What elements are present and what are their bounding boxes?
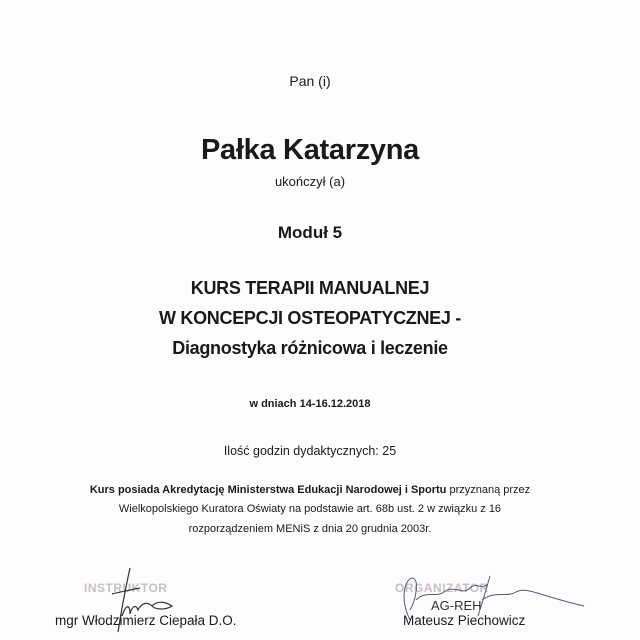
module-title: Moduł 5 [277, 223, 343, 242]
accreditation-rest: przyznaną przez [446, 484, 531, 496]
organizer-stamp: AG-REH [431, 598, 482, 613]
completed-label: ukończył (a) [274, 174, 346, 189]
course-title-line-3: Diagnostyka różnicowa i leczenie [172, 338, 448, 358]
organizer-label: ORGANIZATOR [395, 581, 489, 595]
course-dates: w dniach 14-16.12.2018 [249, 398, 371, 410]
instructor-label: INSTRUKTOR [84, 581, 168, 595]
accreditation-line-1 [0, 484, 620, 496]
recipient-name: Pałka Katarzyna [201, 134, 419, 166]
instructor-name: mgr Włodzimierz Ciepała D.O. [55, 613, 237, 628]
course-hours: Ilość godzin dydaktycznych: 25 [223, 444, 397, 458]
course-title-line-1: KURS TERAPII MANUALNEJ [190, 278, 430, 298]
salutation: Pan (i) [289, 73, 331, 89]
course-title-line-2: W KONCEPCJI OSTEOPATYCZNEJ - [159, 308, 461, 328]
accreditation-bold: Kurs posiada Akredytację Ministerstwa Edukacji Narodowej i Sportu [89, 484, 447, 496]
accreditation-line-2: Wielkopolskiego Kuratora Oświaty na podstawie art. 68b ust. 2 w związku z 16 [118, 503, 502, 515]
organizer-name: Mateusz Piechowicz [403, 613, 526, 628]
accreditation-line-3: rozporządzeniem MENiS z dnia 20 grudnia 2003r. [188, 523, 432, 535]
